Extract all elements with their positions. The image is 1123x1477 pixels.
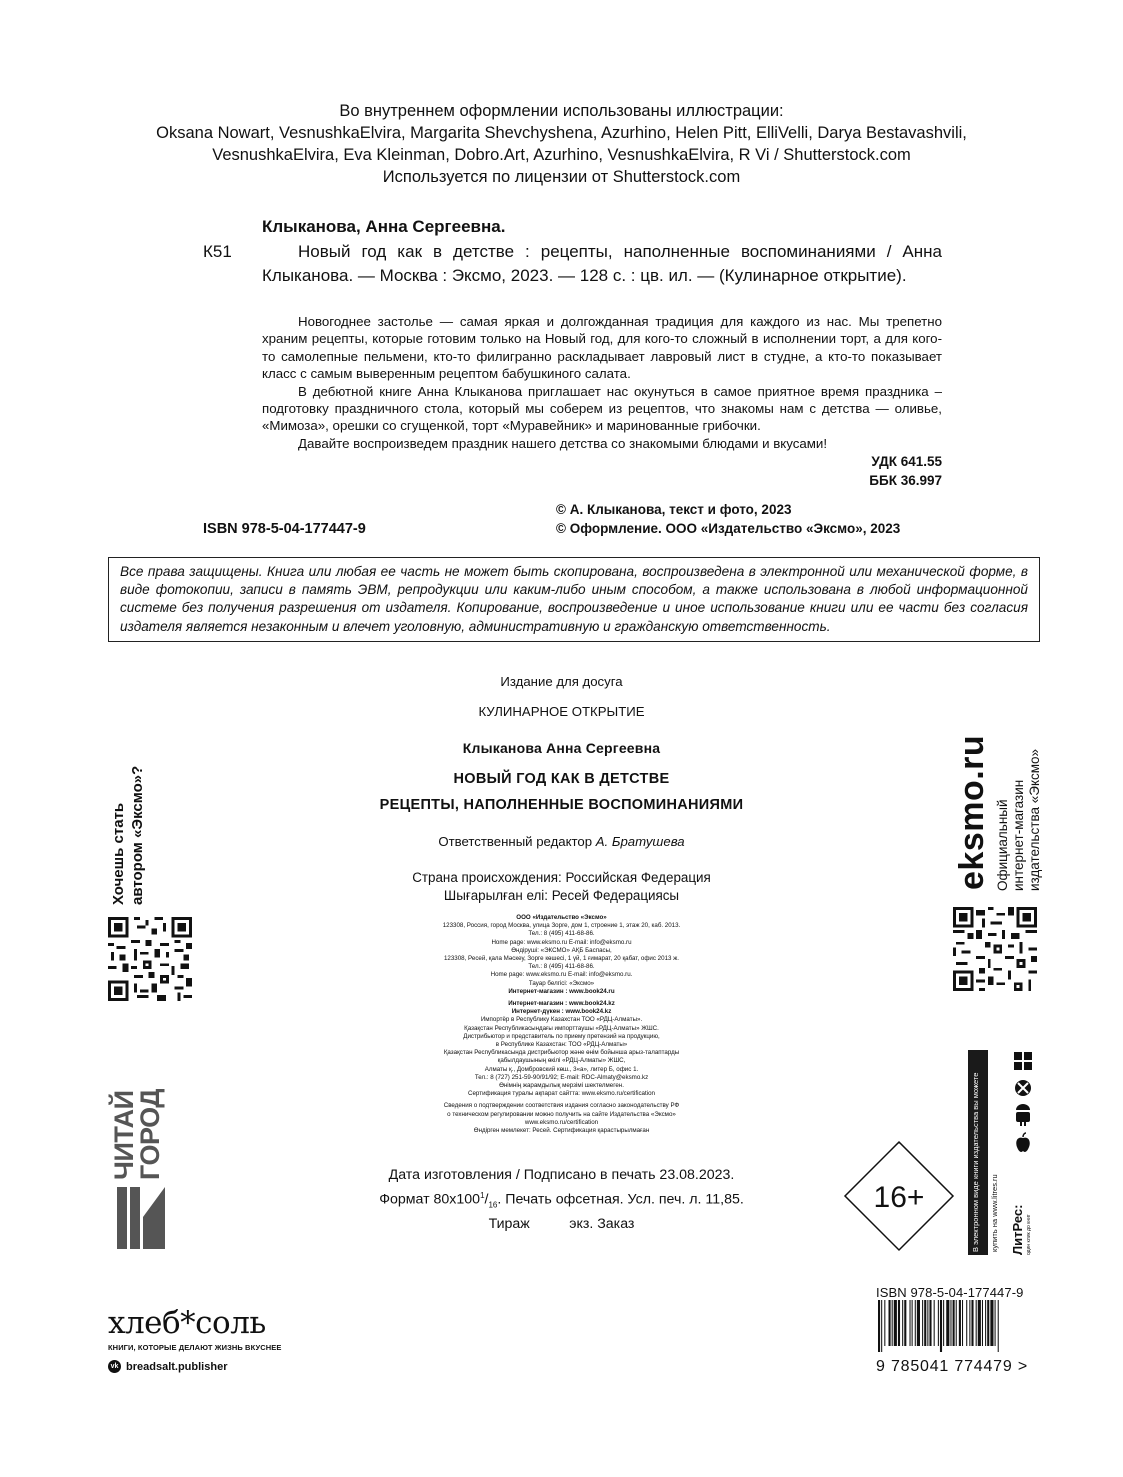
barcode-bar [971, 1300, 973, 1346]
barcode-bar [881, 1300, 882, 1352]
barcode-bar [902, 1300, 903, 1346]
fine-print-line: www.eksmo.ru/certification [524, 1118, 599, 1126]
xbox-icon [1015, 1080, 1031, 1096]
barcode-bar [894, 1300, 897, 1346]
qr-code-icon[interactable] [108, 917, 192, 1001]
copyright-design: © Оформление. ООО «Издательство «Эксмо», 2023 [556, 521, 901, 536]
annotation-paragraph: В дебютной книге Анна Клыканова приглашает нас окунуться в самое приятное время праздника – подготовку праздничного стола, который мы соберем из рецептов, что знакомы нам с детства — оливье, «Мимоза», орешки со сгущенкой, торт «Муравейник» и маринованные грибочки. [262, 383, 942, 434]
isbn-barcode [876, 1285, 1036, 1376]
barcode-isbn: ISBN 978-5-04-177447-9 [876, 1285, 1024, 1300]
barcode-bar [929, 1300, 931, 1346]
fine-print-line: Сведения о подтверждении соответствия издания согласно законодательству РФ [443, 1102, 680, 1110]
barcode-bars [876, 1300, 1036, 1352]
fine-print-line: Тауар белгісі: «Эксмо» [528, 979, 595, 987]
litres-url[interactable]: купить на www.litres.ru [990, 1174, 999, 1252]
fine-print-line: Өндіруші: «ЭКСМО» АҚБ Баспасы, [511, 946, 612, 954]
barcode-bar [912, 1300, 913, 1346]
barcode-bar [998, 1300, 999, 1352]
fine-print-line: Интернет-дүкен : www.book24.kz [511, 1008, 612, 1016]
diamond-icon [843, 1140, 955, 1252]
illustration-credits [60, 100, 1063, 188]
catalog-code: К51 [203, 242, 232, 261]
publisher-logo [108, 1305, 308, 1373]
chitai-gorod-logo [111, 1015, 167, 1247]
barcode-bar [910, 1300, 911, 1346]
book-subtitle: РЕЦЕПТЫ, НАПОЛНЕННЫЕ ВОСПОМИНАНИЯМИ [379, 797, 744, 813]
fine-print-line: қабылдаушының өкілі «РДЦ-Алматы» ЖШС, [497, 1057, 626, 1065]
fine-print-line: Өндірген мемлекет: Ресей. Сертификация қарастырылмаған [473, 1127, 650, 1135]
credits-line: VesnushkaElvira, Eva Kleinman, Dobro.Art, Azurhino, VesnushkaElvira, R Vi / Shutterstock.com [212, 146, 911, 164]
eksmo-shop-ad [953, 734, 1043, 905]
apple-icon [1016, 1133, 1030, 1152]
fine-print-line: ООО «Издательство «Эксмо» [516, 914, 607, 921]
barcode-bar [924, 1300, 926, 1346]
vk-icon: vk [108, 1360, 121, 1373]
udk-code: УДК 641.55 [871, 454, 942, 469]
eksmo-site[interactable]: eksmo.ru [953, 734, 991, 890]
age-rating-badge [843, 1140, 955, 1252]
barcode-bar [940, 1300, 942, 1352]
eksmo-caption-line: Официальный [995, 799, 1010, 891]
annotation [262, 313, 942, 452]
fine-print-line: Сертификация туралы ақпарат сайтта: www.eksmo.ru/certification [468, 1090, 655, 1098]
publisher-name: хлеб*соль [108, 1305, 266, 1341]
country-ru: Страна происхождения: Российская Федерация [412, 870, 711, 885]
barcode-bar [985, 1300, 986, 1346]
litres-tagline: один клик до книг [1026, 1214, 1032, 1255]
barcode-bar [938, 1300, 939, 1346]
barcode-bar [953, 1300, 955, 1346]
editor-line [300, 834, 823, 849]
fine-print-line: Home page: www.eksmo.ru E-mail: info@eksmo.ru [491, 938, 632, 946]
fine-print-line: 123308, Россия, город Москва, улица Зорге, дом 1, строение 1, этаж 20, каб. 2013. [442, 922, 681, 930]
credits-line: Во внутреннем оформлении использованы иллюстрации: [339, 102, 784, 120]
eksmo-caption [995, 749, 1043, 891]
book-title: НОВЫЙ ГОД КАК В ДЕТСТВЕ [453, 771, 670, 787]
credits-line: Oksana Nowart, VesnushkaElvira, Margarita Shevchyshena, Azurhino, Helen Pitt, ElliVelli, Darya Bestavashvili, [156, 124, 967, 142]
barcode-bar [904, 1300, 906, 1346]
fine-print-line: Home page: www.eksmo.ru E-mail: info@eksmo.ru. [490, 971, 633, 979]
copyright-block [556, 500, 900, 538]
author-prompt-line: автором «Эксмо»? [129, 765, 146, 905]
barcode-bar [956, 1300, 957, 1346]
barcode-bar [934, 1300, 935, 1346]
fine-print-line: Интернет-магазин : www.book24.ru [508, 987, 615, 995]
classification-codes [869, 452, 942, 490]
chitai-line: ГОРОД [135, 1089, 165, 1180]
barcode-bar [982, 1300, 983, 1346]
barcode-bar [889, 1300, 891, 1346]
barcode-bar [922, 1300, 923, 1346]
barcode-bar [950, 1300, 951, 1346]
barcode-bar [927, 1300, 928, 1346]
fine-print-line: Тел.: 8 (495) 411-68-86. [528, 930, 595, 938]
author-prompt [109, 745, 169, 905]
barcode-bar [959, 1300, 961, 1346]
publisher-tagline: КНИГИ, КОТОРЫЕ ДЕЛАЮТ ЖИЗНЬ ВКУСНЕЕ [108, 1343, 282, 1352]
country-of-origin [300, 869, 823, 904]
barcode-bar [917, 1300, 920, 1346]
catalog-bibliography: Новый год как в детстве : рецепты, наполненные воспоминаниями / Анна Клыканова. — Москва : Эксмо, 2023. — 128 с. : цв. ил. — (Кулинарное открытие). [262, 242, 942, 285]
fine-print-line: Тел.: 8 (495) 411-68-86. [528, 963, 595, 971]
catalog-author: Клыканова, Анна Сергеевна. [262, 217, 506, 236]
barcode-bar [978, 1300, 981, 1346]
barcode-bar [962, 1300, 963, 1346]
barcode-bar [987, 1300, 989, 1346]
vk-handle: breadsalt.publisher [126, 1360, 228, 1373]
fine-print-line: 123308, Ресей, қала Мәскеу, Зорге көшесі, 1 үй, 1 ғимарат, 20 қабат, офис 2013 ж. [443, 955, 680, 963]
print-format: Формат $80x100^1/_{16}$. Печать офсетная. Усл. печ. л. 11,85. [379, 1190, 744, 1210]
annotation-paragraph: Давайте воспроизведем праздник нашего детства со знакомыми блюдами и вкусами! [298, 435, 828, 451]
barcode-bar [946, 1300, 949, 1346]
author-prompt-line: Хочешь стать [110, 802, 127, 905]
editor-name: А. Братушева [595, 834, 685, 849]
editor-label: Ответственный редактор [438, 834, 593, 849]
print-run: Тираж экз. Заказ [488, 1215, 635, 1232]
vk-link[interactable] [108, 1360, 308, 1373]
chitai-line: ЧИТАЙ [109, 1090, 139, 1180]
fine-print-line: Импортёр в Республику Казахстан ТОО «РДЦ-Алматы». [480, 1016, 643, 1024]
edition-type: Издание для досуга [500, 674, 623, 689]
litres-logo: ЛитРес: [1010, 1204, 1025, 1255]
print-info [300, 1166, 823, 1234]
bbk-code: ББК 36.997 [869, 473, 942, 488]
barcode-bar [990, 1300, 993, 1346]
chitai-gorod-mark-icon [117, 1187, 165, 1249]
annotation-paragraph: Новогоднее застолье — самая яркая и долгожданная традиция для каждого из нас. Мы трепетно храним рецепты, которые готовим только на Новый год, для кого-то сложный в исполнении торт, а для кого-то самолепные пельмени, кто-то филигранно раскладывает лавровый лист в студне, а кто-то показывает класс с самым выверенным рецептом бабушкиного салата. [262, 314, 942, 382]
windows-icon [1014, 1052, 1032, 1070]
rights-notice: Все права защищены. Книга или любая ее часть не может быть скопирована, воспроизведена в электронной или механической форме, в виде фотокопии, записи в память ЭВМ, репродукции или каким-либо иным способом, а также использована в любой информационной системе без получения разрешения от издателя. Копирование, воспроизведение и иное использование книги или ее части без согласия издателя является незаконным и влечет уголовную, административную и гражданскую ответственность. [108, 557, 1040, 642]
barcode-bar [966, 1300, 967, 1346]
barcode-bar [915, 1300, 916, 1346]
fine-print-line: Интернет-магазин : www.book24.kz [508, 1000, 615, 1008]
fine-print-line: Өнімнің жарамдылық мерзімі шектелмеген. [499, 1082, 624, 1090]
fine-print-line: Алматы қ., Домбровский көш., 3«а», литер Б, офис 1. [484, 1065, 639, 1073]
fine-print-line: Тел.: 8 (727) 251-59-90/91/92; E-mail: RDC-Almaty@eksmo.kz [474, 1073, 649, 1081]
copyright-text: © А. Клыканова, текст и фото, 2023 [556, 502, 792, 517]
barcode-bar [995, 1300, 996, 1346]
fine-print-line: Қазақстан Республикасында дистрибьютор және өнім бойынша арыз-талаптарды [443, 1049, 680, 1057]
fine-print-line: Дистрибьютор и представитель по приему претензий на продукцию, [463, 1032, 660, 1040]
qr-code-icon[interactable] [953, 907, 1037, 991]
litres-text: В электронном виде книги издательства вы можете [971, 1072, 980, 1252]
publisher-fine-print [380, 914, 743, 1135]
barcode-bar [878, 1300, 880, 1352]
imprint-author: Клыканова Анна Сергеевна [462, 740, 661, 756]
credits-line: Используется по лицензии от Shutterstock.com [382, 168, 741, 186]
fine-print-line: о техническом регулировании можно получить на сайте Издательства «Эксмо» [447, 1110, 676, 1118]
barcode-bar [898, 1300, 900, 1346]
barcode-bar [943, 1300, 944, 1346]
eksmo-caption-line: издательства «Эксмо» [1027, 748, 1042, 891]
barcode-bar [969, 1300, 970, 1346]
fine-print-line: Қазақстан Республикасындағы импорттаушы «РДЦ-Алматы» ЖШС. [464, 1024, 659, 1032]
litres-ad [968, 1050, 1038, 1255]
barcode-number: 9 785041 774479 > [876, 1358, 1028, 1375]
barcode-bar [884, 1300, 885, 1346]
android-icon [1016, 1104, 1030, 1126]
fine-print-line: в Республике Казахстан: ТОО «РДЦ-Алматы» [495, 1041, 628, 1049]
age-rating: 16+ [873, 1181, 925, 1214]
print-date: Дата изготовления / Подписано в печать 23.08.2023. [388, 1167, 735, 1183]
platform-icons [1012, 1050, 1034, 1160]
barcode-bar [892, 1300, 893, 1346]
series-name: КУЛИНАРНОЕ ОТКРЫТИЕ [478, 704, 645, 719]
barcode-bar [976, 1300, 977, 1346]
eksmo-caption-line: интернет-магазин [1011, 779, 1026, 891]
isbn: ISBN 978-5-04-177447-9 [203, 521, 366, 537]
country-kz: Шығарылған елі: Ресей Федерациясы [443, 887, 680, 903]
